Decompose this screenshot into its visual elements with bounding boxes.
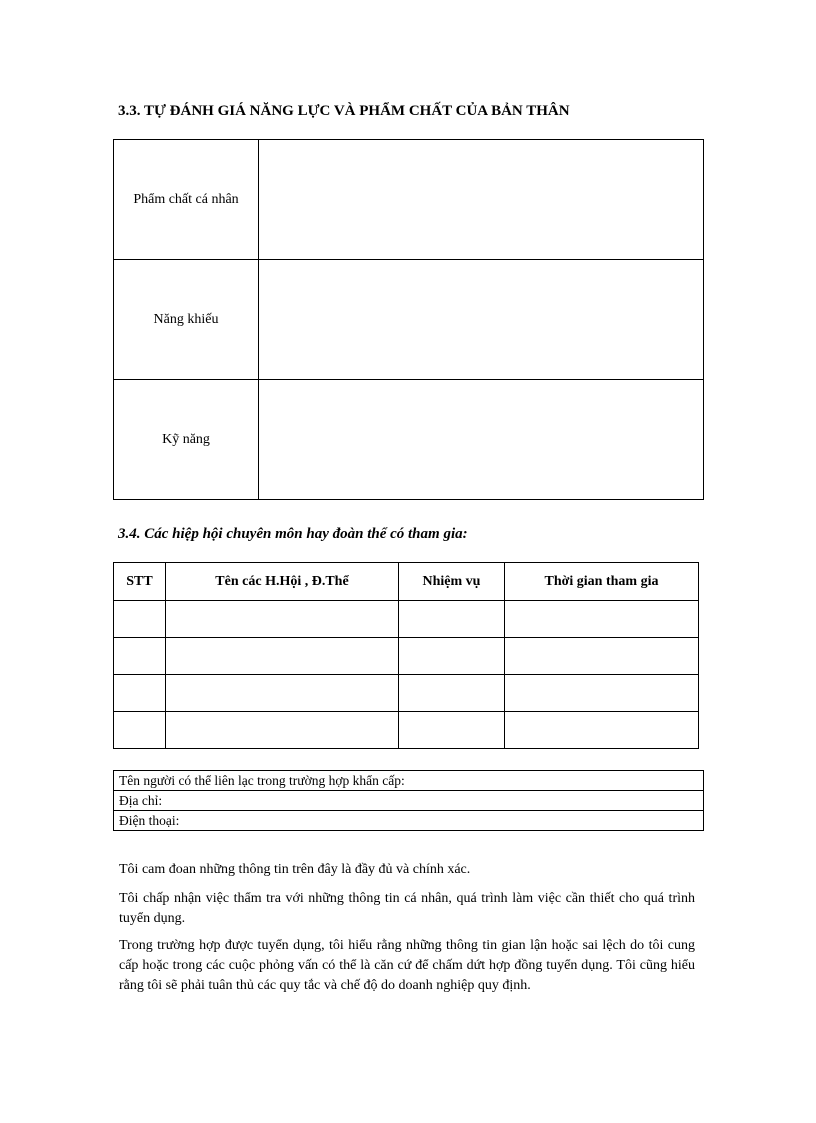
col-participation-time: Thời gian tham gia bbox=[505, 563, 699, 601]
table-header-row bbox=[114, 563, 699, 601]
table-cell[interactable] bbox=[399, 601, 505, 638]
label-skills: Kỹ năng bbox=[114, 380, 259, 500]
table-cell[interactable] bbox=[505, 601, 699, 638]
table-cell[interactable] bbox=[505, 675, 699, 712]
table-cell[interactable] bbox=[166, 712, 399, 749]
phone-field[interactable]: Điện thoại: bbox=[114, 811, 704, 831]
table-cell[interactable] bbox=[166, 601, 399, 638]
declaration-paragraph-1: Tôi cam đoan những thông tin trên đây là đầy đủ và chính xác. bbox=[119, 862, 471, 877]
col-association-name: Tên các H.Hội , Đ.Thể bbox=[166, 563, 399, 601]
value-skills[interactable] bbox=[259, 380, 704, 500]
value-personal-qualities[interactable] bbox=[259, 140, 704, 260]
table-cell[interactable] bbox=[399, 712, 505, 749]
col-stt: STT bbox=[114, 563, 166, 601]
label-personal-qualities: Phẩm chất cá nhân bbox=[114, 140, 259, 260]
self-assessment-table bbox=[113, 139, 704, 500]
table-row bbox=[114, 140, 704, 260]
table-row bbox=[114, 601, 699, 638]
table-cell[interactable] bbox=[114, 601, 166, 638]
table-cell[interactable] bbox=[114, 638, 166, 675]
value-talents[interactable] bbox=[259, 260, 704, 380]
table-row bbox=[114, 811, 704, 831]
declaration-paragraph-2: Tôi chấp nhận việc thẩm tra với những thông tin cá nhân, quá trình làm việc cần thiết cho quá trình tuyển dụng. bbox=[119, 891, 695, 926]
table-row bbox=[114, 638, 699, 675]
table-row bbox=[114, 791, 704, 811]
table-cell[interactable] bbox=[166, 675, 399, 712]
table-row bbox=[114, 260, 704, 380]
declaration-paragraph-3: Trong trường hợp được tuyển dụng, tôi hiểu rằng những thông tin gian lận hoặc sai lệch do tôi cung cấp hoặc trong các cuộc phỏng vấn có thể là căn cứ để chấm dứt hợp đồng tuyển dụng. Tôi cũng hiểu rằng tôi sẽ phải tuân thủ các quy tắc và chế độ do doanh nghiệp quy định. bbox=[119, 938, 695, 993]
table-row bbox=[114, 675, 699, 712]
section-34-heading: 3.4. Các hiệp hội chuyên môn hay đoàn thể có tham gia: bbox=[118, 526, 468, 542]
table-cell[interactable] bbox=[399, 638, 505, 675]
table-cell[interactable] bbox=[505, 712, 699, 749]
table-cell[interactable] bbox=[166, 638, 399, 675]
table-cell[interactable] bbox=[399, 675, 505, 712]
table-row bbox=[114, 771, 704, 791]
table-cell[interactable] bbox=[114, 675, 166, 712]
table-cell[interactable] bbox=[505, 638, 699, 675]
emergency-contact-field[interactable]: Tên người có thể liên lạc trong trường hợp khẩn cấp: bbox=[114, 771, 704, 791]
table-row bbox=[114, 712, 699, 749]
section-33-heading: 3.3. TỰ ĐÁNH GIÁ NĂNG LỰC VÀ PHẨM CHẤT CỦA BẢN THÂN bbox=[118, 103, 570, 119]
address-field[interactable]: Địa chỉ: bbox=[114, 791, 704, 811]
col-role: Nhiệm vụ bbox=[399, 563, 505, 601]
table-cell[interactable] bbox=[114, 712, 166, 749]
label-talents: Năng khiếu bbox=[114, 260, 259, 380]
associations-table bbox=[113, 562, 699, 749]
emergency-contact-table bbox=[113, 770, 704, 831]
table-row bbox=[114, 380, 704, 500]
